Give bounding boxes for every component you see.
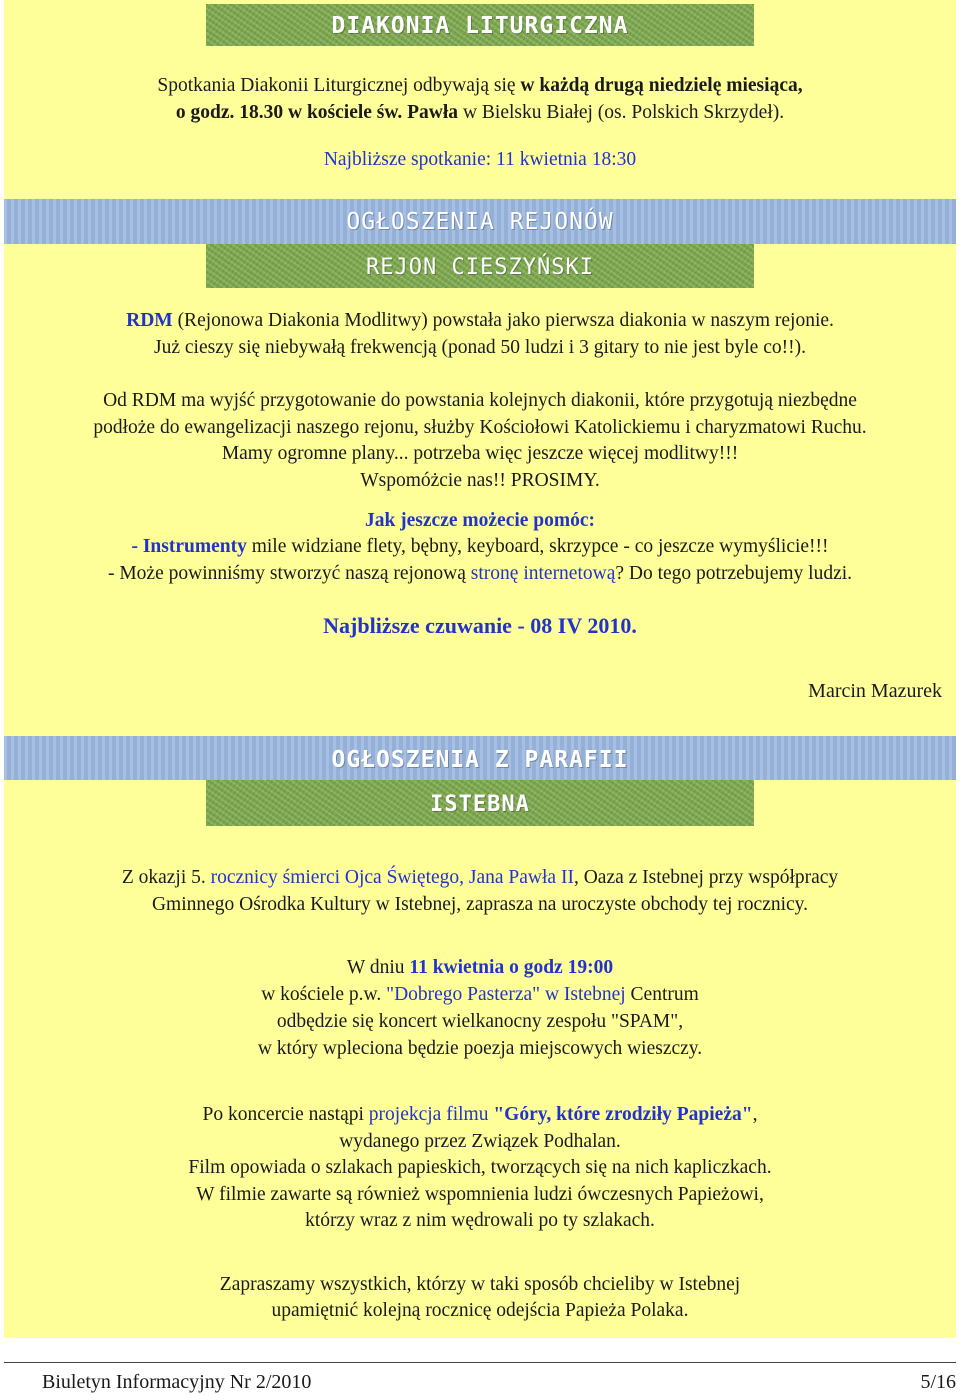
film-line-1: Po koncercie nastąpi projekcja filmu "Góry, które zrodziły Papieża",	[202, 1104, 758, 1125]
section-title: OGŁOSZENIA REJONÓW	[346, 209, 614, 235]
liturgy-line-2: o godz. 18.30 w kościele św. Pawła w Bielsku Białej (os. Polskich Skrzydeł).	[175, 102, 785, 123]
footer-title: Biuletyn Informacyjny Nr 2/2010	[42, 1371, 312, 1393]
plan-line-2: podłoże do ewangelizacji naszego rejonu, służby Kościołowi Katolickiemu i charyzmatowi Ruchu.	[93, 417, 867, 438]
section-header-parish	[4, 736, 956, 780]
film-line-5: którzy wraz z nim wędrowali po ty szlakach.	[305, 1210, 655, 1231]
concert-line-4: w który wpleciona będzie poezja miejscowych wieszczy.	[257, 1038, 703, 1059]
section-header-regions	[4, 199, 956, 244]
rdm-line-2: Już cieszy się niebywałą frekwencją (ponad 50 ludzi i 3 gitary to nie jest byle co!!).	[154, 337, 806, 358]
plan-line-3: Mamy ogromne plany... potrzeba więc jeszcze więcej modlitwy!!!	[221, 443, 739, 464]
plan-line-4: Wspomóżcie nas!! PROSIMY.	[360, 470, 600, 491]
help-line-1: - Instrumenty mile widziane flety, bębny, keyboard, skrzypce - co jeszcze wymyślicie!!!	[131, 536, 829, 557]
page-number: 5/16	[920, 1371, 956, 1393]
subsection-title: REJON CIESZYŃSKI	[366, 255, 594, 280]
invite-line-2: upamiętnić kolejną rocznicę odejścia Papieża Polaka.	[271, 1300, 689, 1321]
concert-line-3: odbędzie się koncert wielkanocny zespołu "SPAM",	[276, 1011, 684, 1032]
plan-line-1: Od RDM ma wyjść przygotowanie do powstania kolejnych diakonii, które przygotują niezbędne	[103, 390, 857, 411]
section-title: DIAKONIA LITURGICZNA	[331, 13, 629, 39]
anniversary-line-1: Z okazji 5. rocznicy śmierci Ojca Świętego, Jana Pawła II, Oaza z Istebnej przy współpracy	[121, 867, 839, 888]
concert-line-2: w kościele p.w. "Dobrego Pasterza" w Istebnej Centrum	[261, 984, 699, 1005]
section-header-liturgy	[206, 4, 754, 46]
footer-divider	[4, 1362, 956, 1363]
author: Marcin Mazurek	[808, 680, 942, 702]
film-line-4: W filmie zawarte są również wspomnienia ludzi ówczesnych Papieżowi,	[196, 1184, 764, 1205]
section-title: OGŁOSZENIA Z PARAFII	[331, 747, 629, 773]
help-line-2: - Może powinniśmy stworzyć naszą rejonową stronę internetową? Do tego potrzebujemy ludzi.	[107, 563, 853, 584]
film-line-2: wydanego przez Związek Podhalan.	[339, 1131, 621, 1152]
subheader-parish	[206, 780, 754, 826]
anniversary-line-2: Gminnego Ośrodka Kultury w Istebnej, zaprasza na uroczyste obchody tej rocznicy.	[151, 894, 809, 915]
help-title: Jak jeszcze możecie pomóc:	[364, 510, 596, 531]
film-line-3: Film opowiada o szlakach papieskich, tworzących się na nich kapliczkach.	[188, 1157, 772, 1178]
subsection-title: ISTEBNA	[430, 792, 530, 817]
next-meeting: Najbliższe spotkanie: 11 kwietnia 18:30	[323, 149, 637, 170]
concert-line-1: W dniu 11 kwietnia o godz 19:00	[346, 957, 614, 978]
subheader-region	[206, 244, 754, 288]
next-vigil: Najbliższe czuwanie - 08 IV 2010.	[323, 613, 637, 638]
invite-line-1: Zapraszamy wszystkich, którzy w taki sposób chcieliby w Istebnej	[219, 1274, 741, 1295]
bulletin-page	[4, 0, 956, 1338]
liturgy-line-1: Spotkania Diakonii Liturgicznej odbywają się w każdą drugą niedzielę miesiąca,	[157, 75, 803, 96]
rdm-line-1: RDM (Rejonowa Diakonia Modlitwy) powstała jako pierwsza diakonia w naszym rejonie.	[126, 310, 834, 331]
